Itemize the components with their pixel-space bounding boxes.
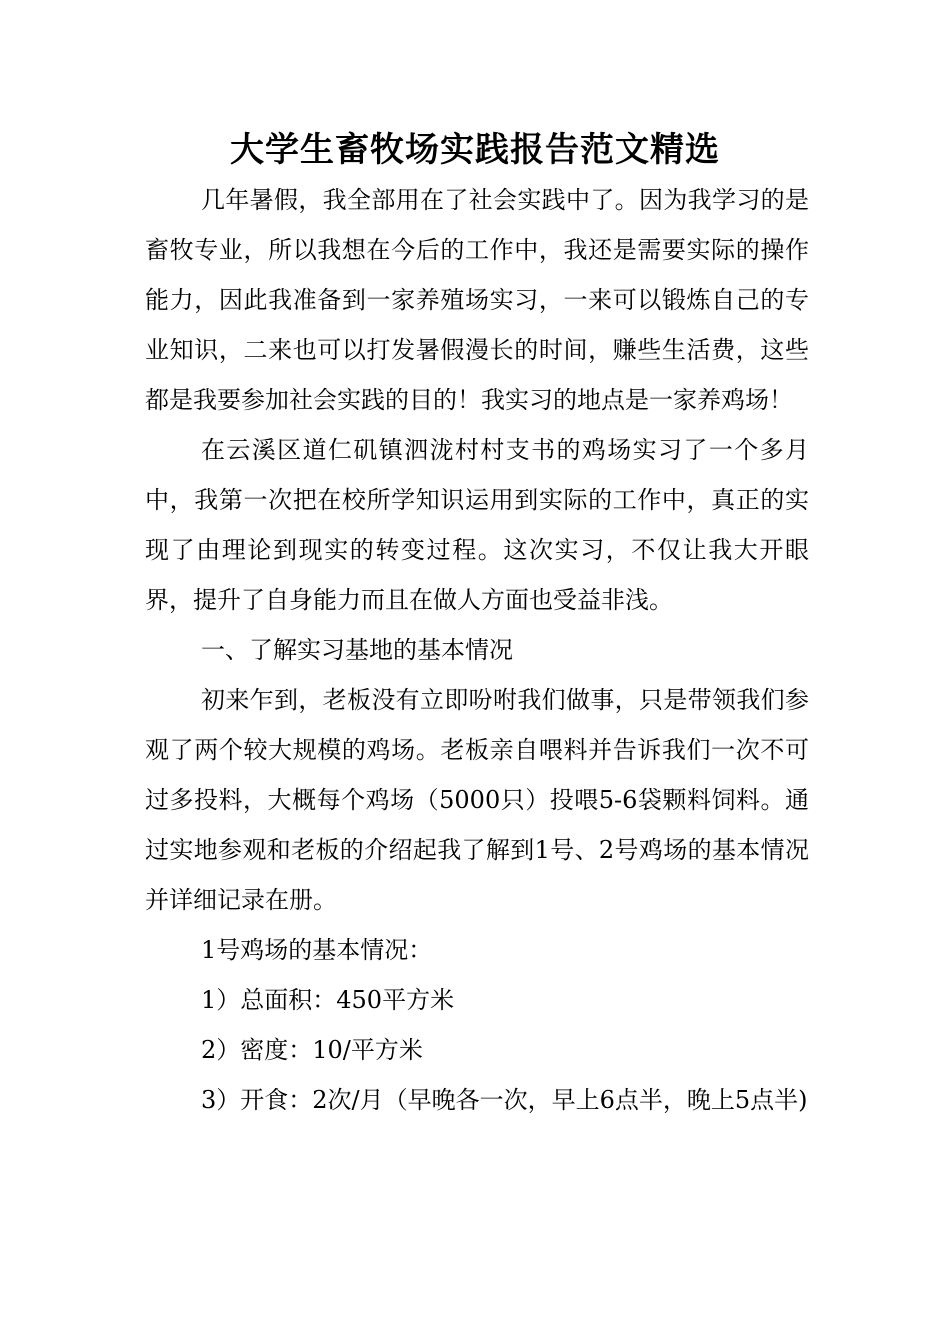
paragraph-intro: 几年暑假，我全部用在了社会实践中了。因为我学习的是畜牧专业，所以我想在今后的工作中，我还是需要实际的操作能力，因此我准备到一家养殖场实习，一来可以锻炼自己的专业知识，二来也可以打发暑假漫长的时间，赚些生活费，这些都是我要参加社会实践的目的！我实习的地点是一家养鸡场！	[145, 186, 809, 414]
list-item-feeding: 3）开食：2次/月（早晚各一次，早上6点半，晚上5点半)	[201, 1086, 808, 1114]
list-heading-farm-1: 1号鸡场的基本情况：	[201, 936, 433, 964]
document-body	[145, 175, 809, 1125]
paragraph-first-visit: 初来乍到，老板没有立即吩咐我们做事，只是带领我们参观了两个较大规模的鸡场。老板亲自喂料并告诉我们一次不可过多投料，大概每个鸡场（5000只）投喂5-6袋颗料饲料。通过实地参观和老板的介绍起我了解到1号、2号鸡场的基本情况并详细记录在册。	[145, 686, 809, 914]
list-item-area: 1）总面积：450平方米	[201, 986, 455, 1014]
section-heading-1: 一、了解实习基地的基本情况	[201, 636, 513, 664]
paragraph-internship: 在云溪区道仁矶镇泗泷村村支书的鸡场实习了一个多月中，我第一次把在校所学知识运用到实际的工作中，真正的实现了由理论到现实的转变过程。这次实习，不仅让我大开眼界，提升了自身能力而且在做人方面也受益非浅。	[145, 436, 809, 614]
document-title: 大学生畜牧场实践报告范文精选	[230, 130, 720, 170]
list-item-density: 2）密度：10/平方米	[201, 1036, 423, 1064]
